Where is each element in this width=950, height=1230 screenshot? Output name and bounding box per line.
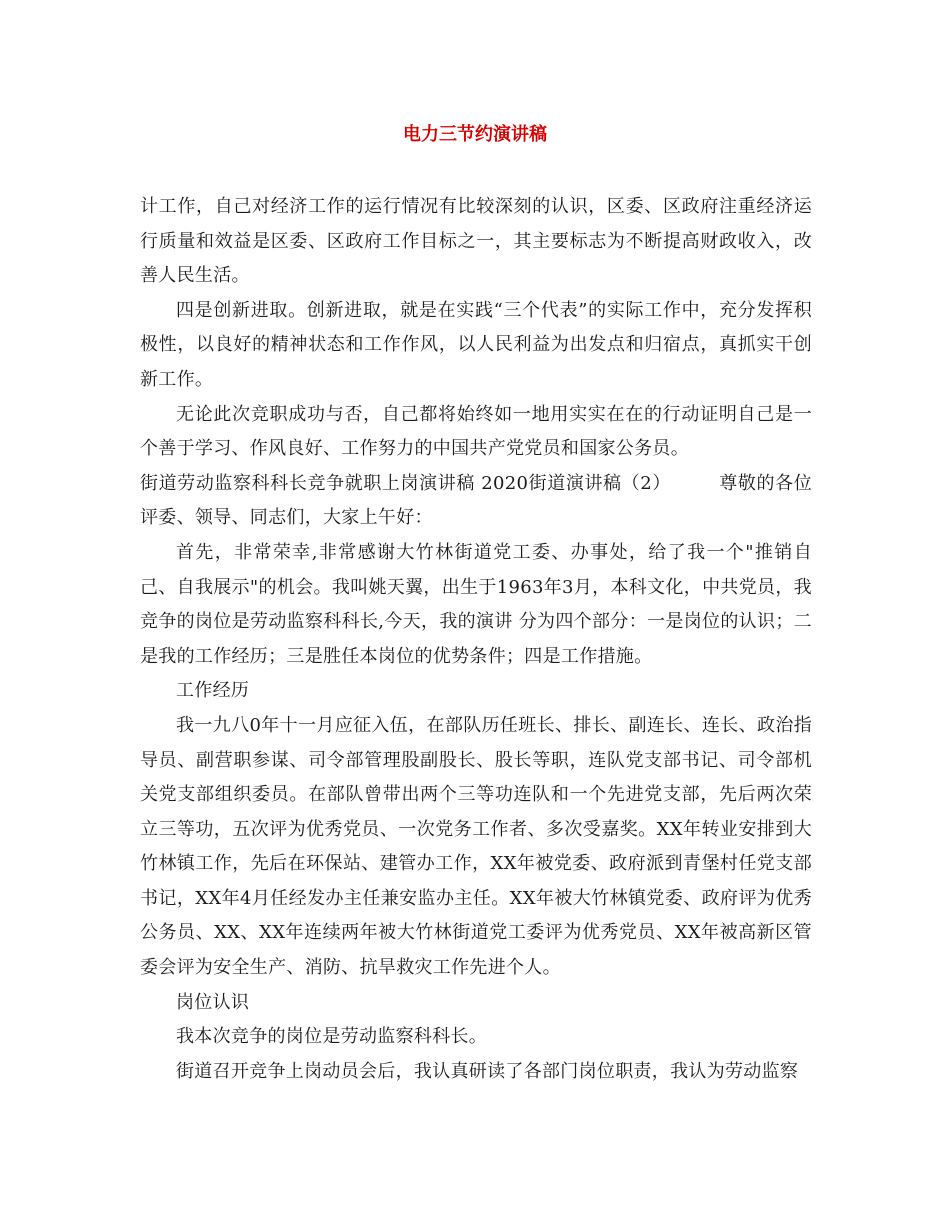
paragraph-8: 街道召开竞争上岗动员会后，我认真研读了各部门岗位职责，我认为劳动监察 (176, 1060, 799, 1082)
section-heading-work-experience: 工作经历 (176, 680, 250, 702)
paragraph-7: 我本次竞争的岗位是劳动监察科科长。 (176, 1026, 488, 1048)
paragraph-2: 四是创新进取。创新进取，就是在实践“三个代表”的实际工作中，充分发挥积极性，以良好的精神状态和工作作风，以人民利益为出发点和归宿点，真抓实干创新工作。 (140, 299, 812, 390)
document-title: 电力三节约演讲稿 (403, 124, 547, 145)
section-heading-position-understanding: 岗位认识 (176, 991, 250, 1013)
paragraph-5: 首先，非常荣幸,非常感谢大竹林街道党工委、办事处，给了我一个"推销自己、自我展示"的机会。我叫姚天翼，出生于1963年3月，本科文化，中共党员，我竞争的岗位是劳动监察科科长,今天，我的演讲 分为四个部分：一是岗位的认识；二是我的工作经历；三是胜任本岗位的优势条件；四是工作措施。 (140, 541, 812, 667)
speech-heading: 街道劳动监察科科长竞争就职上岗演讲稿 2020街道演讲稿（2） (140, 472, 671, 494)
paragraph-6: 我一九八0年十一月应征入伍，在部队历任班长、排长、副连长、连长、政治指导员、副营职参谋、司令部管理股副股长、股长等职，连队党支部书记、司令部机关党支部组织委员。在部队曾带出两个三等功连队和一个先进党支部，先后两次荣立三等功，五次评为优秀党员、一次党务工作者、多次受嘉奖。XX年转业安排到大竹林镇工作，先后在环保站、建管办工作，XX年被党委、政府派到青堡村任党支部书记，XX年4月任经发办主任兼安监办主任。XX年被大竹林镇党委、政府评为优秀公务员、XX、XX年连续两年被大竹林街道党工委评为优秀党员、XX年被高新区管委会评为安全生产、消防、抗旱救灾工作先进个人。 (140, 714, 812, 979)
paragraph-4 (140, 467, 812, 536)
paragraph-3: 无论此次竞职成功与否，自己都将始终如一地用实实在在的行动证明自己是一个善于学习、作风良好、工作努力的中国共产党党员和国家公务员。 (140, 403, 812, 460)
document-body (140, 190, 812, 1089)
paragraph-1: 计工作，自己对经济工作的运行情况有比较深刻的认识，区委、区政府注重经济运行质量和效益是区委、区政府工作目标之一，其主要标志为不断提高财政收入，改善人民生活。 (140, 196, 812, 287)
greeting: 尊敬的各位评委、领导、同志们，大家上午好： (140, 472, 813, 529)
